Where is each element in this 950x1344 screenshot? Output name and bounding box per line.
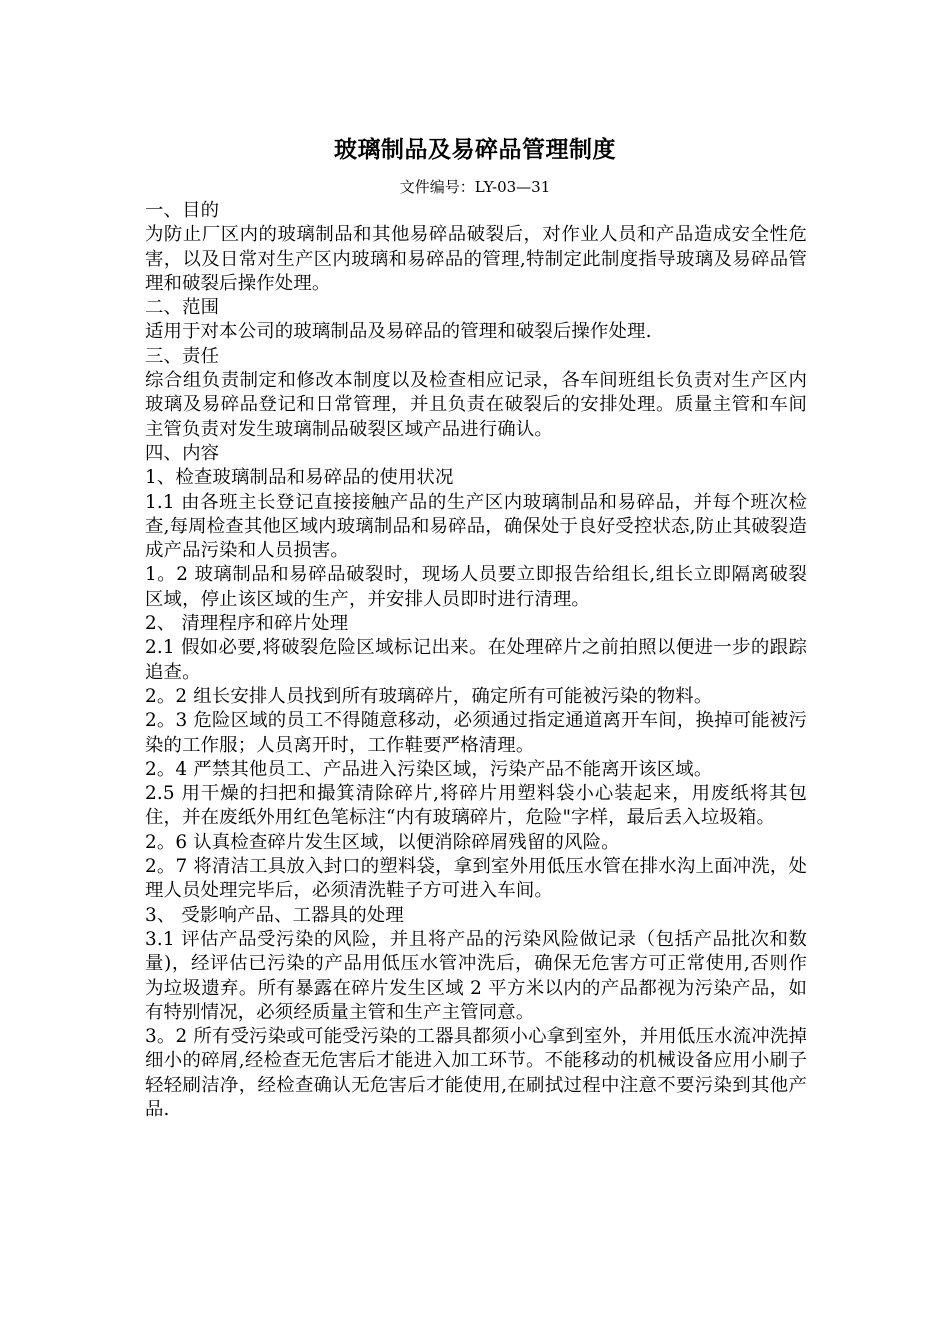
section-heading-content: 四、内容 — [145, 442, 220, 464]
paragraph: 2.1 假如必要,将破裂危险区域标记出来。在处理碎片之前拍照以便进一步的跟踪追查。 — [145, 637, 807, 683]
paragraph: 3.1 评估产品受污染的风险，并且将产品的污染风险做记录（包括产品批次和数量)，经评估已污染的产品用低压水管冲洗后，确保无危害方可正常使用,否则作为垃圾遗弃。所有暴露在碎片发生区域 2 平方米以内的产品都视为污染产品，如有特别情况，必须经质量主管和生产主管同意。 — [145, 928, 807, 1023]
paragraph: 3。2 所有受污染或可能受污染的工器具都须小心拿到室外，并用低压水流冲洗掉细小的碎屑,经检查无危害后才能进入加工环节。不能移动的机械设备应用小刷子轻轻刷洁净，经检查确认无危害后才能使用,在刷拭过程中注意不要污染到其他产品. — [145, 1026, 807, 1120]
paragraph: 为防止厂区内的玻璃制品和其他易碎品破裂后，对作业人员和产品造成安全性危害，以及日常对生产区内玻璃和易碎品的管理,特制定此制度指导玻璃及易碎品管理和破裂后操作处理。 — [145, 224, 807, 294]
paragraph: 2。3 危险区域的员工不得随意移动，必须通过指定通道离开车间，换掉可能被污染的工作服；人员离开时，工作鞋要严格清理。 — [145, 710, 807, 756]
paragraph: 1。2 玻璃制品和易碎品破裂时，现场人员要立即报告给组长,组长立即隔离破裂区域，停止该区域的生产，并安排人员即时进行清理。 — [145, 564, 807, 610]
subsection-heading: 3、 受影响产品、工器具的处理 — [145, 904, 404, 926]
document-number: 文件编号：LY-03—31 — [399, 178, 551, 196]
section-heading-purpose: 一、目的 — [145, 200, 220, 221]
subsection-heading: 2、 清理程序和碎片处理 — [145, 613, 349, 635]
paragraph: 1.1 由各班主长登记直接接触产品的生产区内玻璃制品和易碎品，并每个班次检查,每周检查其他区域内玻璃制品和易碎品，确保处于良好受控状态,防止其破裂造成产品污染和人员损害。 — [145, 491, 807, 562]
document-title: 玻璃制品及易碎品管理制度 — [334, 136, 616, 163]
paragraph: 2。6 认真检查碎片发生区域，以便消除碎屑残留的风险。 — [145, 831, 620, 853]
paragraph: 2。2 组长安排人员找到所有玻璃碎片，确定所有可能被污染的物料。 — [145, 685, 713, 707]
paragraph: 2。7 将清洁工具放入封口的塑料袋，拿到室外用低压水管在排水沟上面冲洗，处理人员处理完毕后，必须清洗鞋子方可进入车间。 — [145, 856, 807, 902]
document-body — [145, 199, 807, 1122]
section-heading-scope: 二、范围 — [145, 297, 220, 319]
subsection-heading: 1、检查玻璃制品和易碎品的使用状况 — [145, 467, 454, 489]
section-heading-responsibility: 三、责任 — [145, 345, 220, 367]
paragraph: 2。4 严禁其他员工、产品进入污染区域，污染产品不能离开该区域。 — [145, 758, 713, 780]
paragraph: 适用于对本公司的玻璃制品及易碎品的管理和破裂后操作处理. — [145, 321, 652, 343]
paragraph: 综合组负责制定和修改本制度以及检查相应记录，各车间班组长负责对生产区内玻璃及易碎品登记和日常管理，并且负责在破裂后的安排处理。质量主管和车间主管负责对发生玻璃制品破裂区域产品进行确认。 — [145, 370, 807, 440]
paragraph: 2.5 用干燥的扫把和撮箕清除碎片,将碎片用塑料袋小心装起来，用废纸将其包住，并在废纸外用红色笔标注“内有玻璃碎片，危险"字样，最后丢入垃圾箱。 — [145, 783, 807, 829]
